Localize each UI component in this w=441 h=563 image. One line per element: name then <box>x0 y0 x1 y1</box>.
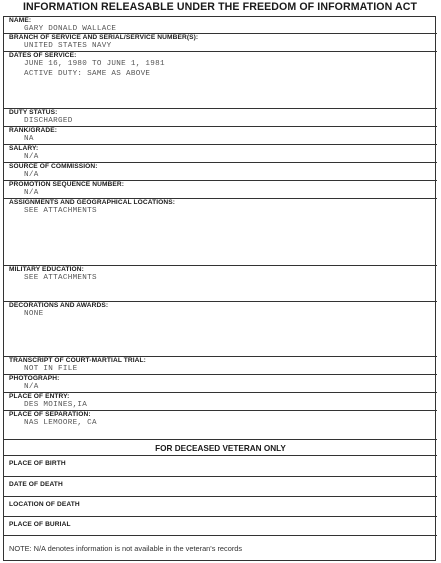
field-label: LOCATION OF DEATH <box>9 501 80 508</box>
field-label: PLACE OF ENTRY: <box>9 393 70 400</box>
field-salary <box>4 144 437 162</box>
field-photograph <box>4 374 437 392</box>
field-court-martial <box>4 356 437 374</box>
field-value: NA <box>24 135 34 143</box>
field-place-of-burial <box>4 516 437 535</box>
deceased-veteran-heading: FOR DECEASED VETERAN ONLY <box>4 439 437 455</box>
availability-note: NOTE: N/A denotes information is not available in the veteran's records <box>9 544 243 553</box>
field-value: DISCHARGED <box>24 117 73 125</box>
field-value: NOT IN FILE <box>24 365 78 373</box>
field-value: N/A <box>24 383 39 391</box>
field-branch <box>4 33 437 51</box>
field-name <box>4 17 437 33</box>
field-label: ASSIGNMENTS AND GEOGRAPHICAL LOCATIONS: <box>9 199 176 206</box>
field-dates-of-service <box>4 51 437 108</box>
field-value: N/A <box>24 153 39 161</box>
field-value: NAS LEMOORE, CA <box>24 419 97 427</box>
field-source-of-commission <box>4 162 437 180</box>
field-label: RANK/GRADE: <box>9 127 57 134</box>
field-duty-status <box>4 108 437 126</box>
field-military-education <box>4 265 437 301</box>
field-label: PLACE OF SEPARATION: <box>9 411 91 418</box>
field-place-of-birth <box>4 455 437 476</box>
field-label: DATES OF SERVICE: <box>9 52 77 59</box>
field-value: NONE <box>24 310 44 318</box>
field-rank <box>4 126 437 144</box>
field-assignments <box>4 198 437 265</box>
field-place-of-entry <box>4 392 437 410</box>
field-date-of-death <box>4 476 437 496</box>
field-value: N/A <box>24 189 39 197</box>
field-value: UNITED STATES NAVY <box>24 42 112 50</box>
page-title: INFORMATION RELEASABLE UNDER THE FREEDOM OF INFORMATION ACT <box>22 1 418 13</box>
field-label: DECORATIONS AND AWARDS: <box>9 302 109 309</box>
field-promotion-sequence <box>4 180 437 198</box>
field-value: GARY DONALD WALLACE <box>24 25 117 33</box>
field-decorations <box>4 301 437 356</box>
record-form <box>3 16 436 561</box>
field-label: SALARY: <box>9 145 39 152</box>
note-row <box>4 535 437 560</box>
field-label: PROMOTION SEQUENCE NUMBER: <box>9 181 125 188</box>
field-label: DUTY STATUS: <box>9 109 58 116</box>
foia-record-page <box>3 0 437 561</box>
field-label: DATE OF DEATH <box>9 481 63 488</box>
field-label: PLACE OF BIRTH <box>9 460 66 467</box>
field-label: PHOTOGRAPH: <box>9 375 60 382</box>
field-value: DES MOINES,IA <box>24 401 88 409</box>
field-label: PLACE OF BURIAL <box>9 521 71 528</box>
field-label: TRANSCRIPT OF COURT-MARTIAL TRIAL: <box>9 357 146 364</box>
field-value: JUNE 16, 1980 TO JUNE 1, 1981 <box>24 60 165 68</box>
field-value: SEE ATTACHMENTS <box>24 207 97 215</box>
field-label: SOURCE OF COMMISSION: <box>9 163 98 170</box>
field-label: MILITARY EDUCATION: <box>9 266 84 273</box>
field-value-secondary: ACTIVE DUTY: SAME AS ABOVE <box>24 70 151 78</box>
field-label: NAME: <box>9 17 32 24</box>
field-label: BRANCH OF SERVICE AND SERIAL/SERVICE NUMBER(S): <box>9 34 199 41</box>
field-location-of-death <box>4 496 437 516</box>
field-value: SEE ATTACHMENTS <box>24 274 97 282</box>
field-place-of-separation <box>4 410 437 439</box>
field-value: N/A <box>24 171 39 179</box>
